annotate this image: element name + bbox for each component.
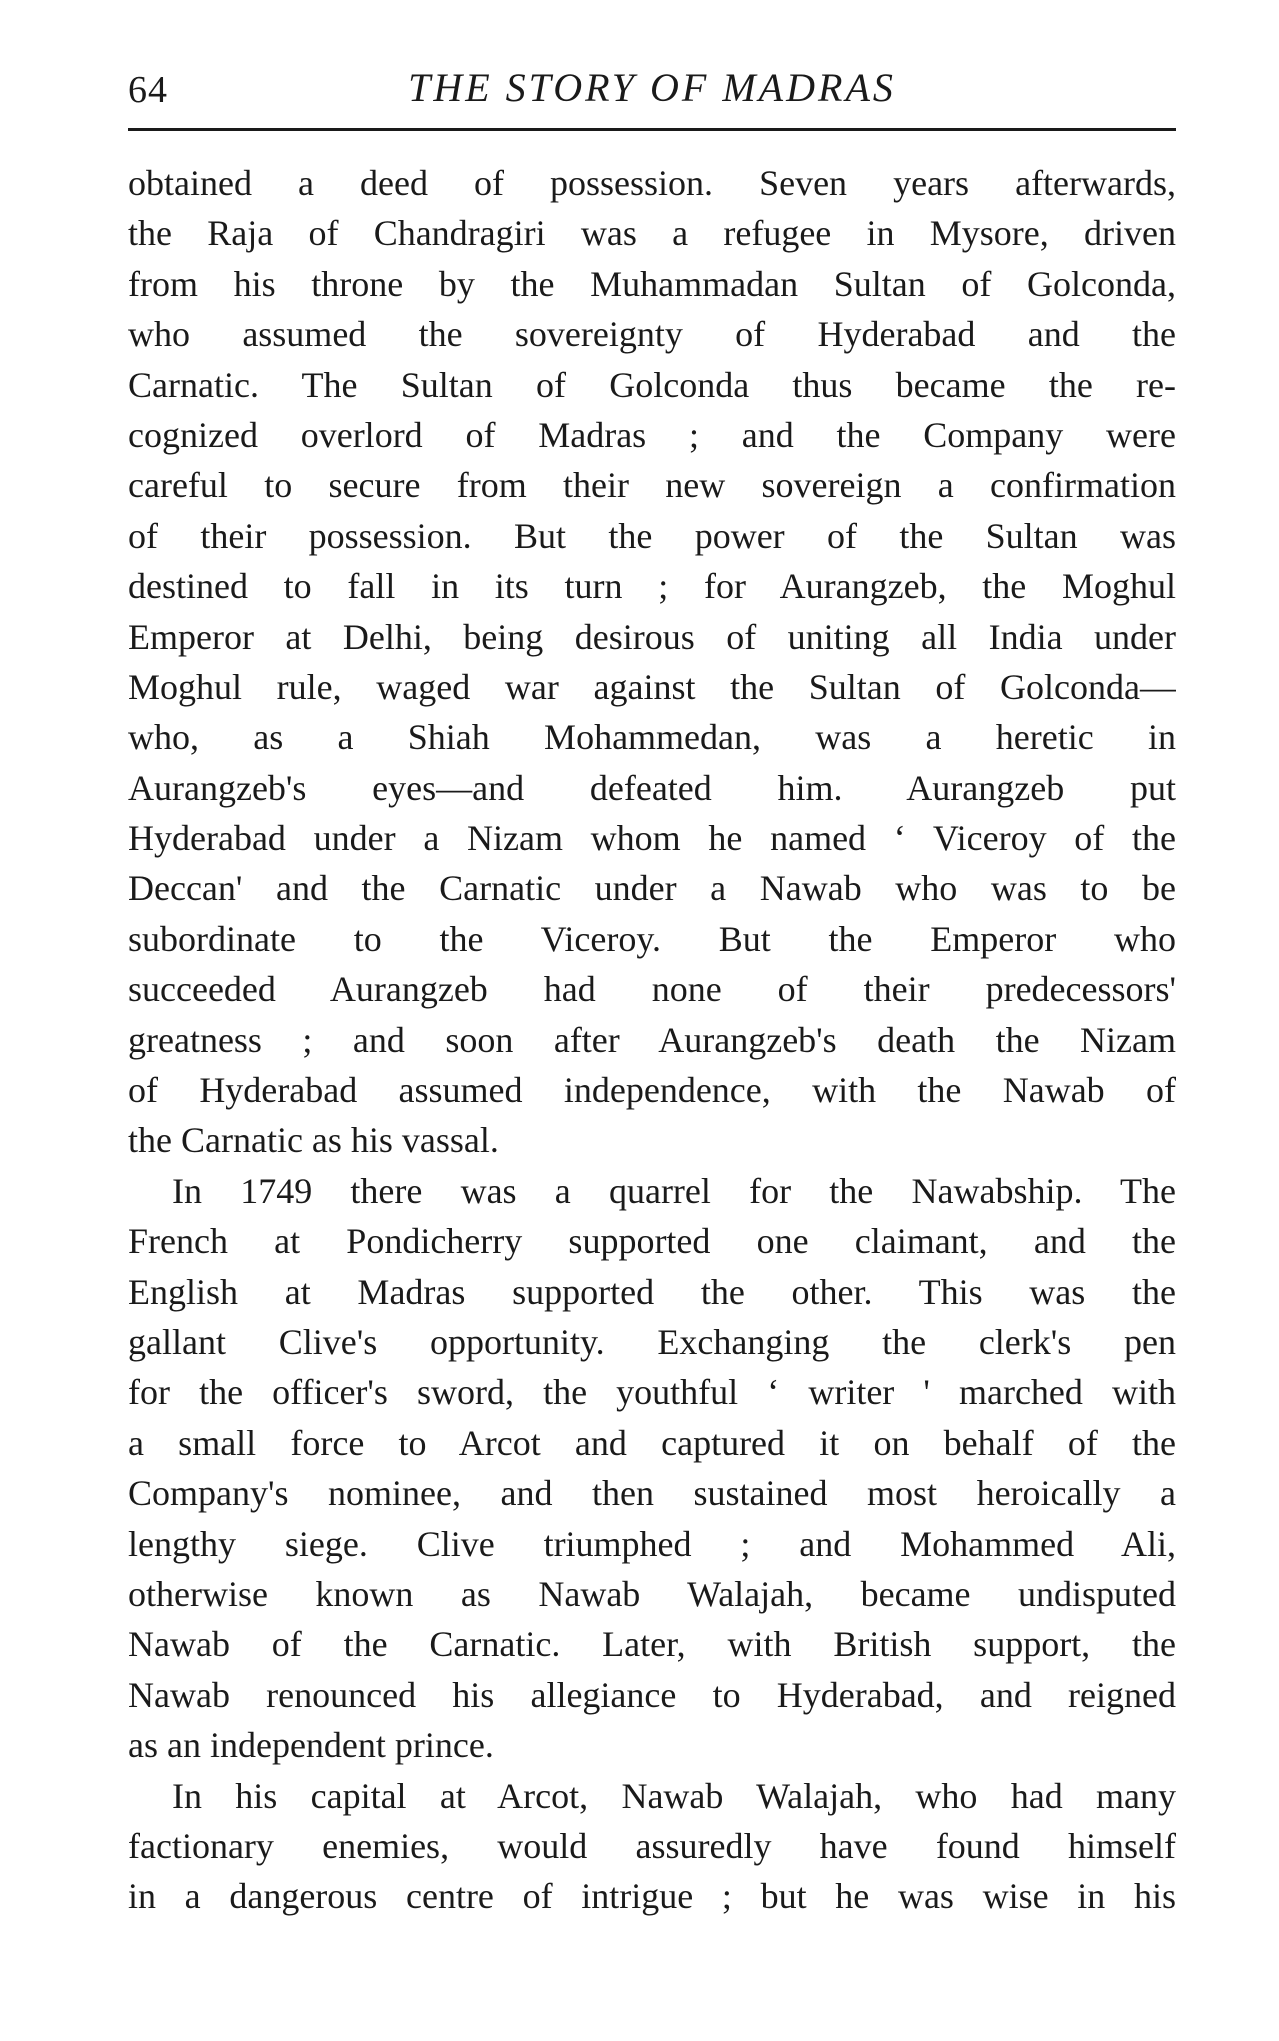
paragraph-1 xyxy=(128,158,1176,1166)
text-line: gallant Clive's opportunity. Exchanging the clerk's pen xyxy=(128,1321,1176,1362)
text-line: Nawab of the Carnatic. Later, with British support, the xyxy=(128,1624,1176,1665)
text-line: a small force to Arcot and captured it on behalf of the xyxy=(128,1422,1176,1463)
text-line: In 1749 there was a quarrel for the Nawabship. The xyxy=(172,1170,1176,1211)
paragraph-2 xyxy=(128,1166,1176,1771)
text-line: as an independent prince. xyxy=(128,1725,494,1766)
text-line: of their possession. But the power of the Sultan was xyxy=(128,515,1176,556)
text-line: greatness ; and soon after Aurangzeb's death the Nizam xyxy=(128,1019,1176,1060)
text-line: Company's nominee, and then sustained most heroically a xyxy=(128,1473,1176,1514)
text-line: the Raja of Chandragiri was a refugee in Mysore, driven xyxy=(128,213,1176,254)
text-line: destined to fall in its turn ; for Aurangzeb, the Moghul xyxy=(128,566,1176,607)
paragraph-3 xyxy=(128,1771,1176,1922)
text-line: Aurangzeb's eyes—and defeated him. Aurangzeb put xyxy=(128,767,1176,808)
text-line: Nawab renounced his allegiance to Hyderabad, and reigned xyxy=(128,1674,1176,1715)
text-line: lengthy siege. Clive triumphed ; and Mohammed Ali, xyxy=(128,1523,1176,1564)
text-line: Emperor at Delhi, being desirous of uniting all India under xyxy=(128,616,1176,657)
page-number: 64 xyxy=(128,69,168,111)
header-rule xyxy=(128,128,1176,131)
text-line: cognized overlord of Madras ; and the Company were xyxy=(128,414,1176,455)
text-line: otherwise known as Nawab Walajah, became undisputed xyxy=(128,1573,1176,1614)
text-line: Moghul rule, waged war against the Sultan of Golconda— xyxy=(128,666,1176,707)
text-line: Carnatic. The Sultan of Golconda thus became the re- xyxy=(128,364,1176,405)
text-line: who, as a Shiah Mohammedan, was a heretic in xyxy=(128,717,1176,758)
text-line: careful to secure from their new sovereign a confirmation xyxy=(128,465,1176,506)
running-head xyxy=(128,60,1176,120)
text-line: In his capital at Arcot, Nawab Walajah, who had many xyxy=(172,1775,1176,1816)
running-title: THE STORY OF MADRAS xyxy=(408,65,896,110)
text-line: who assumed the sovereignty of Hyderabad and the xyxy=(128,314,1176,355)
text-line: in a dangerous centre of intrigue ; but he was wise in his xyxy=(128,1876,1176,1917)
text-line: factionary enemies, would assuredly have found himself xyxy=(128,1825,1176,1866)
text-line: succeeded Aurangzeb had none of their predecessors' xyxy=(128,969,1176,1010)
text-line: subordinate to the Viceroy. But the Emperor who xyxy=(128,918,1176,959)
text-line: from his throne by the Muhammadan Sultan of Golconda, xyxy=(128,263,1176,304)
text-line: French at Pondicherry supported one claimant, and the xyxy=(128,1221,1176,1262)
body-text xyxy=(128,158,1176,1922)
text-line: Hyderabad under a Nizam whom he named ‘ Viceroy of the xyxy=(128,818,1176,859)
text-line: the Carnatic as his vassal. xyxy=(128,1120,499,1161)
text-line: Deccan' and the Carnatic under a Nawab who was to be xyxy=(128,868,1176,909)
text-line: obtained a deed of possession. Seven years afterwards, xyxy=(128,163,1176,203)
text-line: for the officer's sword, the youthful ‘ writer ' marched with xyxy=(128,1372,1176,1413)
text-line: of Hyderabad assumed independence, with the Nawab of xyxy=(128,1070,1176,1111)
text-line: English at Madras supported the other. This was the xyxy=(128,1271,1176,1312)
